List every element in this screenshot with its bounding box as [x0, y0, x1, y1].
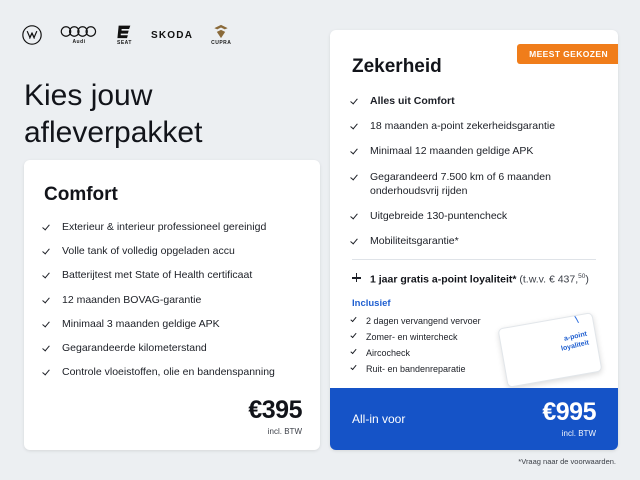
plus-icon: [352, 273, 361, 284]
check-icon: [352, 348, 359, 355]
feature-label: Volle tank of volledig opgeladen accu: [62, 245, 235, 258]
check-icon: [352, 96, 361, 105]
list-item: [352, 170, 596, 198]
check-icon: [44, 319, 53, 328]
check-icon: [352, 316, 359, 323]
vw-logo: [22, 25, 42, 45]
inclusief-label: Zomer- en wintercheck: [366, 331, 458, 342]
page-title: Kies jouw afleverpakket: [24, 79, 203, 149]
feature-label: Alles uit Comfort: [370, 95, 455, 107]
feature-label: Minimaal 12 maanden geldige APK: [370, 145, 534, 158]
list-item: [44, 220, 300, 234]
feature-label: 18 maanden a-point zekerheidsgarantie: [370, 120, 556, 133]
list-item: [44, 293, 300, 307]
feature-label: Exterieur & interieur professioneel gereinigd: [62, 221, 267, 233]
list-item: [352, 144, 596, 158]
check-icon: [44, 222, 53, 231]
feature-label: Batterijtest met State of Health certificaat: [62, 269, 253, 282]
comfort-title: Comfort: [44, 184, 118, 205]
status-badge: MEEST GEKOZEN: [517, 44, 618, 64]
package-card-zekerheid[interactable]: [330, 30, 618, 450]
list-item: [44, 244, 300, 258]
list-item: [44, 365, 300, 379]
feature-label: Controle vloeistoffen, olie en bandenspanning: [62, 366, 275, 379]
feature-label: Mobiliteitsgarantie*: [370, 235, 459, 248]
check-icon: [352, 364, 359, 371]
list-item: [44, 268, 300, 282]
loyalty-value: (t.w.v. € 437,: [519, 273, 579, 286]
comfort-price-block: [248, 398, 302, 436]
list-item: [44, 317, 300, 331]
brand-audi: [60, 25, 98, 45]
check-icon: [352, 332, 359, 339]
check-icon: [44, 295, 53, 304]
inclusief-title: Inclusief: [352, 297, 391, 309]
zekerheid-price: €995: [542, 398, 596, 426]
check-icon: [352, 236, 361, 245]
loyalty-value-end: ): [585, 273, 589, 286]
brand-cupra: [211, 24, 231, 46]
brand-logo-bar: [22, 22, 231, 48]
audi-rings-logo: [60, 25, 98, 38]
zekerheid-price-note: incl. BTW: [561, 429, 596, 438]
brand-seat: [116, 24, 133, 46]
list-item: [352, 119, 596, 133]
seat-logo: [116, 24, 133, 39]
zekerheid-title: Zekerheid: [352, 56, 442, 77]
audi-wordmark: Audi: [72, 39, 86, 45]
skoda-wordmark: SKODA: [151, 29, 194, 41]
list-item: [352, 209, 596, 223]
list-item: [352, 234, 596, 248]
zekerheid-price-footer: [330, 388, 618, 450]
inclusief-block: [352, 298, 596, 374]
inclusief-label: Aircocheck: [366, 347, 411, 358]
feature-label: 12 maanden BOVAG-garantie: [62, 293, 202, 306]
disclaimer-text: *Vraag naar de voorwaarden.: [518, 457, 616, 466]
inclusief-label: Ruit- en bandenreparatie: [366, 363, 466, 374]
comfort-feature-list: [44, 220, 300, 379]
feature-label: Gegarandeerd 7.500 km of 6 maanden onderhoudsvrij rijden: [370, 170, 551, 197]
list-item: [44, 341, 300, 355]
loyalty-card-subtitle: loyaliteit: [560, 339, 590, 353]
feature-label: Uitgebreide 130-puntencheck: [370, 209, 508, 222]
inclusief-label: 2 dagen vervangend vervoer: [366, 315, 481, 326]
comfort-price: €395: [248, 396, 302, 424]
seat-wordmark: SEAT: [117, 40, 132, 46]
check-icon: [352, 121, 361, 130]
allin-label: All-in voor: [352, 412, 406, 426]
comfort-price-note: incl. BTW: [267, 427, 302, 436]
divider: [352, 259, 596, 260]
brand-volkswagen: [22, 25, 42, 45]
check-icon: [44, 246, 53, 255]
package-card-comfort[interactable]: [24, 160, 320, 450]
check-icon: [44, 367, 53, 376]
check-icon: [44, 270, 53, 279]
loyalty-card-brand: a-point: [562, 330, 588, 343]
zekerheid-feature-list: [352, 94, 596, 248]
check-icon: [352, 211, 361, 220]
list-item: [352, 94, 596, 108]
check-icon: [44, 343, 53, 352]
brand-skoda: [151, 30, 193, 41]
check-icon: [352, 146, 361, 155]
loyalty-label: 1 jaar gratis a-point loyaliteit*: [370, 273, 517, 286]
loyalty-value-cents: 50: [578, 273, 586, 281]
check-icon: [352, 172, 361, 181]
feature-label: Gegarandeerde kilometerstand: [62, 341, 207, 354]
cupra-wordmark: CUPRA: [211, 40, 232, 46]
cupra-logo: [212, 24, 230, 39]
feature-label: Minimaal 3 maanden geldige APK: [62, 317, 220, 330]
loyalty-row: [352, 273, 596, 286]
